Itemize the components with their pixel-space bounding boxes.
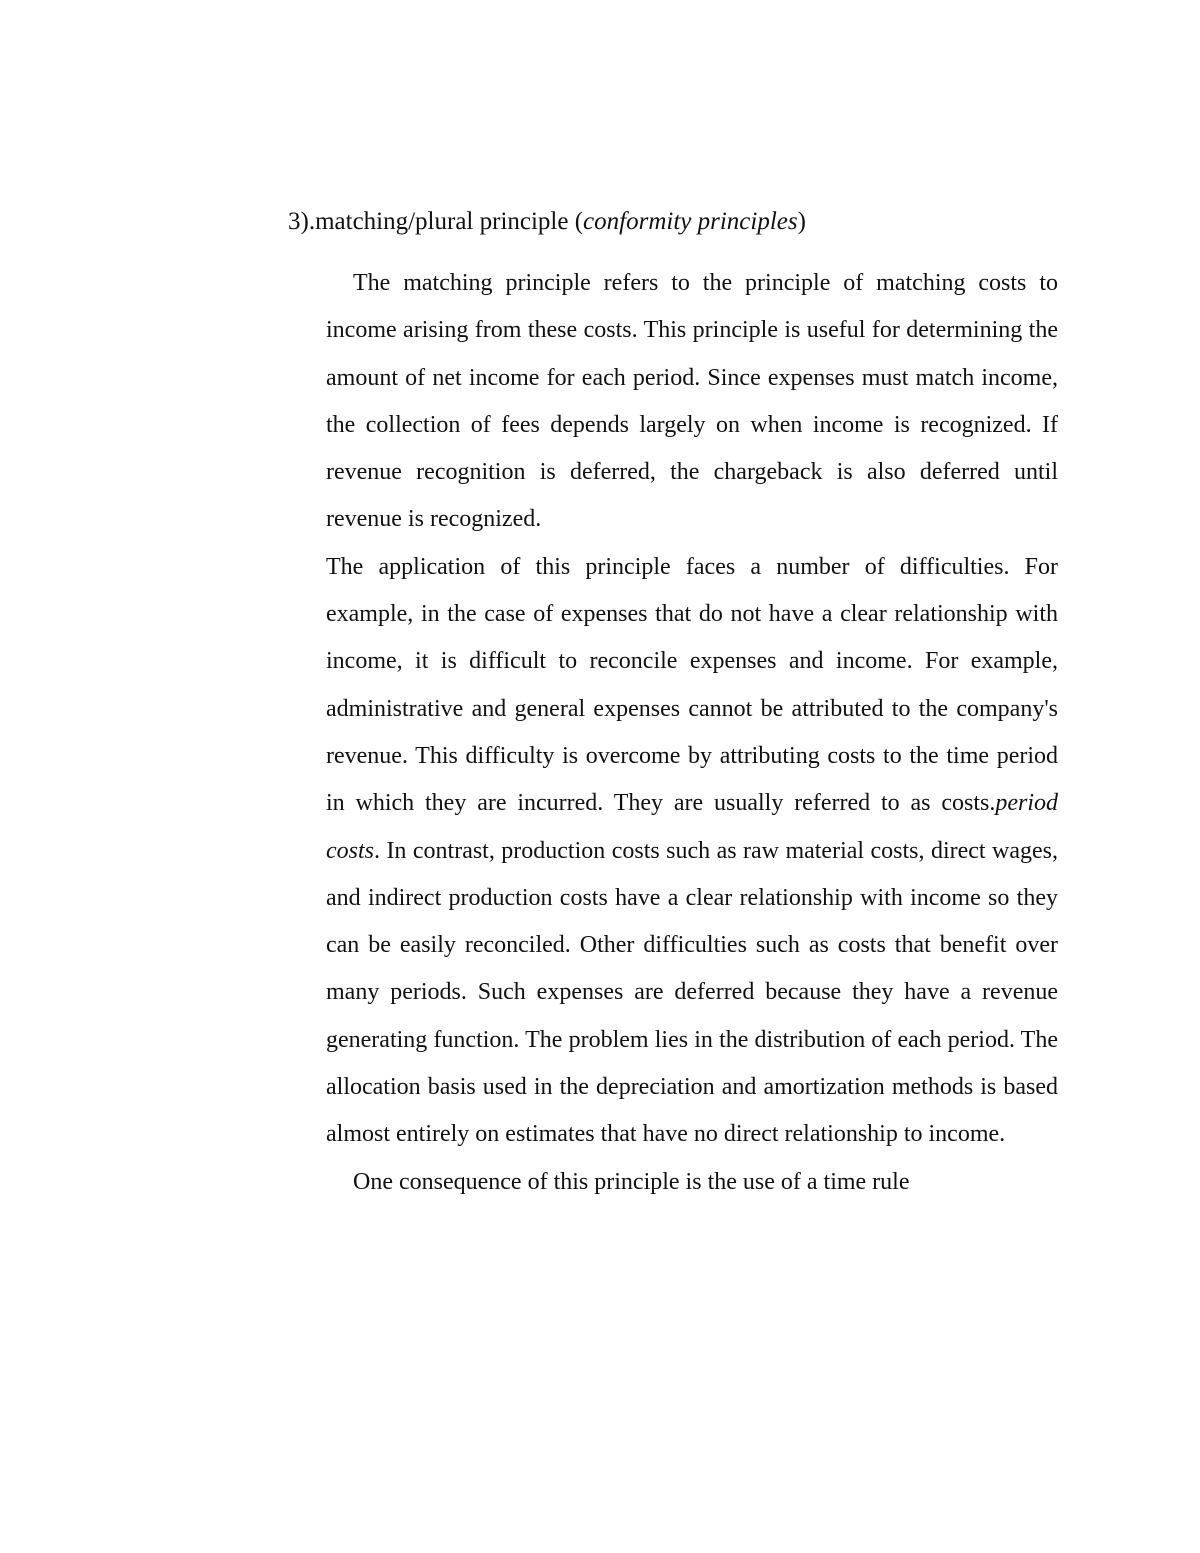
section-heading: [288, 204, 806, 240]
section-title-italic: conformity principles: [583, 208, 798, 235]
section-title-close: ): [797, 208, 806, 235]
section-number: 3).: [288, 208, 316, 235]
paragraph-3: One consequence of this principle is the use of a time rule: [353, 1168, 910, 1195]
paragraph-2-text-a: The application of this principle faces a number of difficulties. For example, in the case of expenses that do not have a clear relationship with income, it is difficult to reconcile expenses and income. For example, administrative and general expenses cannot be attributed to the company's revenue. This difficulty is overcome by attributing costs to the time period in which they are incurred. They are usually referred to as costs.: [326, 553, 1058, 817]
paragraph-1: The matching principle refers to the principle of matching costs to income arising from these costs. This principle is useful for determining the amount of net income for each period. Since expenses must match income, the collection of fees depends largely on when income is recognized. If revenue recognition is deferred, the chargeback is also deferred until revenue is recognized.: [326, 270, 1058, 533]
paragraph-2-italic: period costs: [326, 790, 1058, 864]
paragraph-2: [326, 544, 1058, 1159]
body-text: [326, 260, 1058, 1206]
paragraph-2-text-b: . In contrast, production costs such as raw material costs, direct wages, and indirect production costs have a clear relationship with income so they can be easily reconciled. Other difficulties such as costs that benefit over many periods. Such expenses are deferred because they have a revenue generating function. The problem lies in the distribution of each period. The allocation basis used in the depreciation and amortization methods is based almost entirely on estimates that have no direct relationship to income.: [326, 837, 1058, 1148]
section-title: matching/plural principle (: [315, 208, 584, 235]
